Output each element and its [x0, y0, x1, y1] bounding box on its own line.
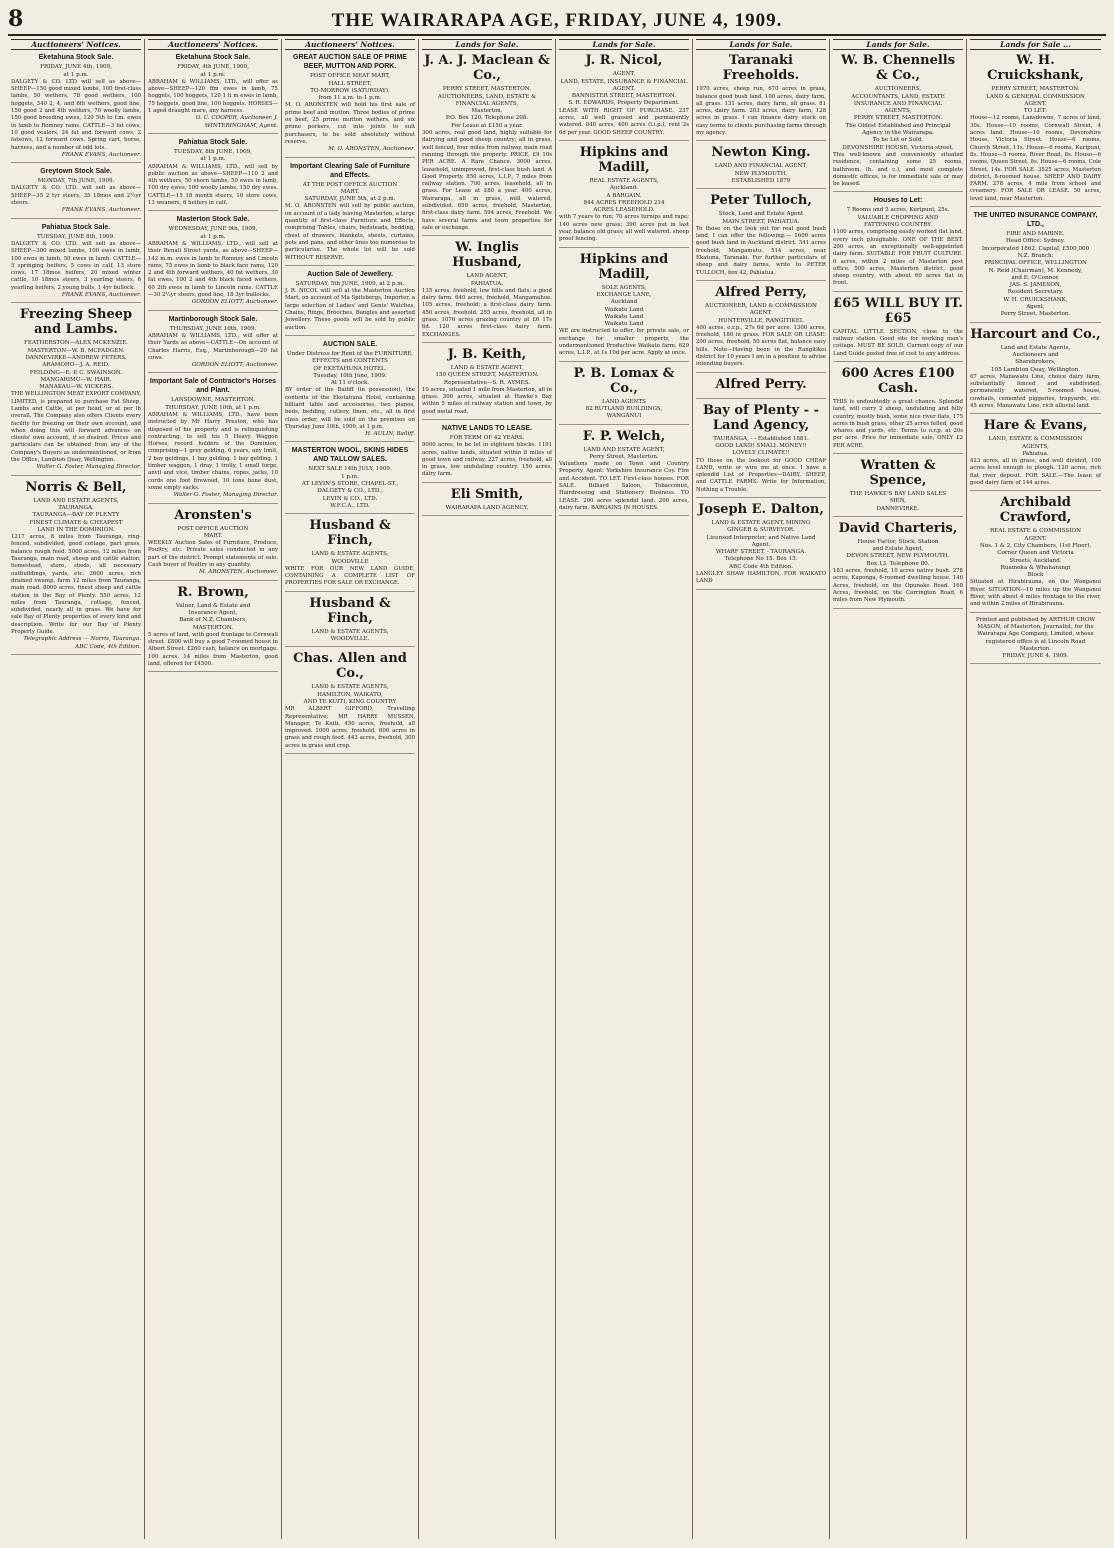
- ad-title: Taranaki Freeholds.: [722, 53, 800, 84]
- ad-title: Important Clearing Sale of Furniture and Effects.: [290, 162, 410, 179]
- ad-subheading: LAND, ESTATE & COMMISSION AGENTS, Pahiatua.: [988, 436, 1083, 457]
- ad-subheading: FRIDAY, 4th JUNE, 1909, at 1 p.m.: [177, 64, 249, 78]
- advertisement-block: [148, 508, 278, 581]
- ad-title: AUCTION SALE.: [322, 340, 378, 348]
- advertisement-block: [148, 138, 278, 211]
- ad-title: GREAT AUCTION SALE OF PRIME BEEF, MUTTON AND PORK.: [293, 54, 407, 71]
- ad-title: Pahiatua Stock Sale.: [41, 223, 111, 231]
- advertisement-block: [696, 53, 826, 141]
- advertisement-block: [833, 366, 963, 454]
- ad-title: Houses to Let:: [873, 197, 923, 205]
- column-7: [830, 39, 967, 1539]
- advertisement-block: [696, 285, 826, 373]
- ad-subheading: LAND & ESTATE AGENT, MINING GINGER & SURVEYOR. Licensed Interpreter, and Native Land Agent. WHARF STREET, - TAURANGA. Telephone No 15. Box 15. ABC Code 4th Edition.: [706, 519, 816, 570]
- ad-body: WEEKLY Auction Sales of Furniture, Produce, Poultry, etc. Private sales conducted in any part of the district. Prompt statements of sale. Cash buyer of Poultry in any quantity.: [148, 540, 278, 569]
- ad-body: ABRAHAM & WILLIAMS, LTD., have been instructed by Mr Harry Preston, who has disposed of his property and is relinquishing contracting, to sell his 5 Heavy Waggon Horses, record holders of the Dominion, comprising—1 grey gelding, 6 years, any limit, 2 bay geldings, 1 bay gelding, 1 bay gelding, 1 timber waggon, 1 dray, 1 trolly, 1 small forge, anvil and vice, timber chains, ropes, jacks, 10 cords one foot firewood, 10 tons bone dust, some empty sacks.: [148, 411, 278, 491]
- ad-body: THE WELLINGTON MEAT EXPORT COMPANY, LIMITED, is prepared to purchase Fat Sheep, Lambs and Cattle, at per head, or at per lb overall. The Company also offers Clients every facility for freezing on their own account, and when doing this will forward advances on clients' own account, if so desired. Prices and particulars can be obtained from any of the Company's Buyers as undermentioned, or from the Office, Lambton Quay, Wellington.: [11, 391, 142, 464]
- ad-subheading: LAND AGENT, PAHIATUA.: [466, 273, 508, 287]
- ad-subheading: LANSDOWNE, MASTERTON. THURSDAY, JUNE 10th, at 1 p.m.: [165, 397, 261, 411]
- ad-subheading: LAND AND FINANCIAL AGENT, NEW PLYMOUTH. ESTABLISHED 1879: [714, 163, 808, 184]
- ad-title: Eketahuna Stock Sale.: [175, 54, 251, 62]
- ad-body: 9000 acres, to be let in eighteen blocks. 1191 acres, native lands, situated within 8 miles of good town and railway. 227 acres, freehold, all in grass, low undulating country. 150 acres, dairy farm.: [422, 442, 552, 478]
- advertisement-block: [11, 307, 141, 475]
- ad-title: W. Inglis Husband,: [452, 240, 522, 271]
- advertisement-block: [559, 252, 689, 362]
- ad-signature: Walter G. Foster, Managing Director.: [173, 492, 278, 499]
- masthead: [8, 6, 1106, 36]
- page-number: 8: [8, 6, 24, 32]
- ad-title: Masterton Stock Sale.: [176, 216, 250, 224]
- ad-subheading: TUESDAY, 8th JUNE, 1909, at 1 p.m.: [174, 148, 252, 163]
- ad-subheading: THURSDAY, JUNE 10th, 1909.: [169, 325, 257, 332]
- ad-body: 183 acres, freehold, 10 acres native bush. 278 acres, Kaponga, 6-roomed dwelling house. 146 Acres, freehold, on the Opunake Road. 168 Acres, freehold, on the Carrington Road, 6 miles from New Plymouth.: [833, 568, 963, 604]
- ad-title: Martinborough Stock Sale.: [168, 315, 258, 323]
- ad-title: Freezing Sheep and Lambs.: [19, 307, 133, 338]
- ad-body: House—12 rooms, Lansdowne, 7 acres of land, 30s. House—10 rooms, Cornwall Street, 4 acres land. House—10 rooms, Devonshire House, Victoria Street. House—6 rooms, Church Street, 11s. House—6 rooms, Kuripuni, 8s. House—5 rooms, River Road, 8s. House—6 rooms, Queen Street, 8s. House—6 rooms, Cole Street, 14s. FOR SALE. 3525 acres, Masterton district, 8-roomed house. SHEEP AND DAIRY FARM. 278 acres, 4 mile from school and creamery. FOR SALE OR LEASE. 50 acres, level land, near Masterton.: [970, 115, 1101, 202]
- ad-subheading: PERRY STREET, MASTERTON. LAND & GENERAL COMMISSION AGENT. TO LET:: [986, 86, 1085, 115]
- ad-subheading: MONDAY, 7th JUNE, 1909.: [37, 178, 115, 185]
- column-6: [693, 39, 830, 1539]
- ad-subheading: POST OFFICE AUCTION MART.: [177, 525, 249, 539]
- ad-body: DALGETY & CO. LTD will sell as above—SHEEP—150 good mixed lambs, 100 first-class lambs, 50 wethers, 78 good wethers, 100 hoggets, 340 2, 4, and 6th wethers, good line, 150 good 2 and 4th wethers, 70 woolly lambs, 150 good breeding ewes, 120 5th to f.m. ewes in lamb to Romney rams. CATTLE—3 fat cows, 10 good vealers, 24 fat and forward cows, 2 fatsows, 12 forward cows. Spring cart, horse, harness, and a number of odd lots.: [11, 78, 141, 151]
- ad-subheading: LAND AND ESTATE AGENTS, TAURANGA. TAURANGA—BAY OF PLENTY FINEST CLIMATE & CHEAPEST LAND IN THE DOMINION.: [29, 497, 123, 533]
- ad-title: Chas. Allen and Co.,: [293, 651, 407, 682]
- ad-title: Harcourt and Co.,: [970, 326, 1101, 342]
- ad-subheading: LAND AGENTS 82 RUTLAND BUILDINGS, WANGANUI: [585, 398, 663, 420]
- ad-signature: H. AULIN, Bailiff.: [365, 431, 415, 438]
- ad-subheading: REAL ESTATE & COMMISSION AGENT. Nos. 1 & 2, City Chambers, (1st Floor). Corner Queen and Victoria Streets, Auckland. Ruameka & Whaharangi Block: [979, 528, 1092, 579]
- ad-subheading: LAND & ESTATE AGENTS, WOODVILLE.: [311, 628, 389, 643]
- ad-title: Eketahuna Stock Sale.: [38, 54, 114, 62]
- advertisement-block: [422, 53, 552, 236]
- ad-body: LANGLEY SHAW HAMILTON, FOR WAIKATO LAND: [696, 571, 826, 585]
- column-header: Auctioneers' Notices.: [148, 39, 278, 50]
- ad-body: J. R. NICOL will sell at the Masterton Auction Mart, on account of Ma Spitsbergs, Importer, a large selection of Ladies' and Gents' Watches, Chains, Rings, Brooches, Bangles and assorted Jewellery. These goods will be sold by public auction.: [285, 288, 415, 331]
- ad-signature: GORDON ELIOTT, Auctioneer.: [191, 299, 278, 306]
- advertisement-block: [285, 340, 415, 443]
- ad-subheading: House Factor, Stock, Station and Estate Agent, DEVON STREET, NEW PLYMOUTH. Box 13. Telephone 80.: [846, 538, 950, 567]
- ad-signature: Walter G. Foster, Managing Director.: [36, 464, 141, 471]
- advertisement-block: [970, 211, 1101, 323]
- ad-title: W. B. Chennells & Co.,: [840, 53, 956, 84]
- ad-signature: Telegraphic Address — Norris, Tauranga. ABC Code, 4th Edition.: [23, 636, 141, 650]
- advertisement-block: [422, 487, 552, 516]
- ad-title: P. B. Lomax & Co.,: [573, 365, 675, 396]
- column-header: Lands for Sale.: [833, 39, 963, 50]
- ad-subheading: FEATHERSTON—ALEX MCKENZIE. MASTERTON—W. B. MCFADGEN. DANNEVIRKE—ANDREW FETERS. ARAMOHO—J. A. REID. FEILDING—E. P. C. SWAINSON. MANGARIMU—W. HAIR. MANAKAU—W. VICKERS.: [24, 340, 128, 391]
- advertisement-block: [148, 215, 278, 310]
- ad-subheading: AT THE POST OFFICE AUCTION MART. SATURDAY, JUNE 5th, at 2 p.m.: [302, 181, 398, 203]
- advertisement-block: [148, 377, 278, 503]
- advertisement-block: [285, 162, 415, 266]
- ad-body: ABRAHAM & WILLIAMS, LTD., will sell at their Renall Street yards, as above—SHEEP—142 m.m. ewes in lamb to Romney and Lincoln rams, 75 ewes in lamb to black face rams, 120 2 and 4th forward wethers, 40 fat wethers, 30 fat ewes, 100 2 and 4th black faced wethers, 60 2th ewes in lamb to Lincoln rams. CATTLE—30 2½yr steers, good line, 18 3yr bullocks.: [148, 240, 278, 299]
- column-3: [282, 39, 419, 1539]
- ad-title: 600 Acres £100 Cash.: [841, 365, 955, 396]
- ad-subheading: SATURDAY, 5th JUNE, 1909, at 2 p.m.: [295, 280, 405, 287]
- ad-body: 1217 acres, 8 miles from Tauranga, ring-fenced, subdivided, good cottage, part grass, balance rough feed. 5000 acres, 12 miles from Tauranga, main road, sheep and cattle station, homestead, store, sheds, all necessary outbuildings, yards, etc. 3600 acres, rich drained swamp, farm 12 miles from Tauranga, main road. 8000 acres, finest sheep and cattle station in the Bay of Plenty. 550 acres, 12 miles from Tauranga, cottage, fenced, subdivided, nearly all in grass. We have for sale Bay of Plenty properties of every kind and description. Write for our Bay of Plenty Property Guide.: [11, 534, 141, 635]
- column-4: [419, 39, 556, 1539]
- ad-subheading: POST OFFICE MEAT MART, HALL STREET. TO-MORROW (SATURDAY). from 11 a.m. to 1 p.m.: [309, 73, 390, 102]
- ad-title: Bay of Plenty - - Land Agency,: [702, 402, 820, 433]
- column-header: Lands for Sale.: [696, 39, 826, 50]
- ad-title: £65 WILL BUY IT. £65: [833, 295, 963, 326]
- ad-subheading: SOLE AGENTS, EXCHANGE LANE, Auckland Waikato Land Waikato Land Waikato Land: [596, 284, 652, 328]
- column-8: [967, 39, 1104, 1539]
- ad-title: Joseph E. Dalton,: [698, 501, 824, 517]
- column-header: Lands for Sale ...: [970, 39, 1101, 50]
- ad-subheading: Valuer, Land & Estate and Insurance Agent, Bank of N.Z. Chambers, MASTERTON.: [175, 602, 251, 631]
- ad-subheading: Under Distress for Rent of the FURNITURE, EFFECTS and CONTENTS OF EKETAHUNA HOTEL. Tuesday, 10th June, 1909. At 11 o'clock.: [286, 350, 414, 387]
- ad-title: Peter Tulloch,: [710, 193, 812, 209]
- advertisement-block: [148, 315, 278, 374]
- advertisement-block: [833, 296, 963, 362]
- ad-title: W. H. Cruickshank,: [987, 53, 1084, 84]
- ad-body: 67 acres, Manawatu Line, choice dairy farm, substantially fenced and subdivided, permanently watered, 5-roomed house, cowbails, cemented piggeries, trapyards, etc. 45 acres, Manawatu Line, rich alluvial land.: [970, 373, 1101, 409]
- ad-subheading: FRIDAY, JUNE 4th, 1909, at 1 p.m.: [40, 64, 112, 78]
- ad-subheading: NEXT SALE 14th JULY, 1909. 1 p.m. AT LEVIN'S STORE, CHAPEL-ST., DALGETY & CO., LTD., LEVIN & CO., LTD. W.F.C.A., LTD.: [301, 466, 399, 509]
- ad-subheading: THE HAWKE'S BAY LAND SALES MEN, DANNEVIRKE.: [849, 490, 947, 512]
- advertisement-block: [559, 53, 689, 141]
- newspaper-title: THE WAIRARAPA AGE, FRIDAY, JUNE 4, 1909.: [331, 10, 783, 31]
- advertisement-block: [696, 403, 826, 498]
- ad-title: J. A. J. Maclean & Co.,: [424, 53, 550, 84]
- ad-title: J. R. Nicol,: [585, 53, 663, 69]
- ad-title: Archibald Crawford,: [999, 495, 1072, 526]
- ad-body: This well-known and conveniently situated residence, containing some 25 rooms, bathroom, (h. and c.), and most complete domestic offices, is for immediate sale or may be leased.: [833, 151, 963, 188]
- ad-body: To those on the look out for real good bush land, I can offer the following:— 1600 acres good bush land in Auckland district. 541 acres freehold, Mangamutu. 514 acres, near Ekatuna, Taranaki. For further particulars of sheep and dairy farms, write to PETER TULLOCH, box 42, Pahiatua.: [696, 225, 826, 276]
- ad-title: Alfred Perry.: [715, 376, 807, 392]
- column-5: [556, 39, 693, 1539]
- advertisement-block: [285, 518, 415, 591]
- ad-subheading: 7 Rooms and 5 acres, Kuripuni, 25s. VALUABLE CROPPING AND FATTENING COUNTRY.: [846, 207, 950, 229]
- ad-body: 300 acres, real good land, highly suitable for dairying and good sheep country; all in grass, well fenced, four miles from railway, main road running through the property. PRICE, £9 10s PER ACRE. A Rare Chance. 3000 acres, leasehold, unimproved, first-class bush land. A Good Property. 850 acres, L.I.P., 7 miles from railway station. 700 acres, leasehold, all in grass. For Lease at £80 a year. 400 acres, Wairarapa, all in grass, well watered, subdivided. 650 acres, freehold, Masterton, first-class dairy farm. 594 acres, Freehold. We have several farms and town properties for sale or exchange.: [422, 130, 552, 231]
- ad-body: 10 acres, situated 1 mile from Masterton, all in grass. 300 acres, situated at Hawke's Bay within 5 miles of railway station and town, by good metal road.: [422, 386, 552, 415]
- ad-body: 1970 acres, sheep run, 670 acres in grass, balance good bush land. 100 acres, dairy farm, all grass. 131 acres, dairy farm, all grass. 81 acres, dairy farm. 203 acres, dairy farm, 128 acres in grass. I can finance dairy stock on easy terms to clients purchasing farms through my agency.: [696, 86, 826, 137]
- advertisement-block: [696, 145, 826, 189]
- ad-body: CAPITAL LITTLE SECTION, close to the railway station. Good site for working man's cottage. MUST BE SOLD. Current copy of our Land Guide posted free of cost to any address.: [833, 328, 963, 357]
- advertisement-block: [970, 327, 1101, 415]
- ad-subheading: AUCTIONEER, LAND & COMMISSION AGENT. HUNTERVILLE, RANGITIKEI.: [705, 302, 817, 324]
- ad-body: 423 acres, all in grass, and well divided, 100 acres level enough to plough. 120 acres, rich flat river deposit. FOR SALE.—The lease of good dairy farm of 144 acres.: [970, 458, 1101, 487]
- ad-title: Wratten & Spence,: [860, 457, 936, 488]
- ad-subheading: FIRE AND MARINE. Head Office: Sydney. Incorporated 1862. Capital, £500,000 N.Z. Branch: PRINCIPAL OFFICE, WELLINGTON N. Reid (Chairman), M. Kennedy, and E. O'Connor. JAS. S. JAMESON, Resident Secretary. W. H. CRUICKSHANK, Agent, Perry Street, Masterton.: [981, 231, 1090, 318]
- ad-subheading: LAND AND ESTATE AGENT, Perry Street, Masterton.: [583, 446, 665, 460]
- ad-body: ABRAHAM & WILLIAMS, LTD., will offer as above—SHEEP—120 ffm ewes in lamb, 75 hoggets, 100 hoggets, 120 1 ti m ewes in lamb, 75 hoggets, good line, 100 hoggets. HORSES—1 aged draught mare, any harness.: [148, 78, 278, 115]
- ad-body: M. O. ARONSTEN will sell by public auction, on account of a lady leaving Masterton, a large quantity of first-class Furniture and Effects, comprising Tables, chairs, bedsteads, bedding, chest of drawers, blankets, sheets, curtains, pots and pans, and other lines too numerous to particularise. The whole lot will be sold WITHOUT RESERVE.: [285, 203, 415, 261]
- ad-body: with 7 years to run; 70 acres turnips and rape; 140 acres new grass; 390 acres put in last year, balance old grass; all well watered, sheep proof fencing.: [559, 214, 689, 243]
- ad-title: Pahiatua Stock Sale.: [178, 138, 248, 146]
- ad-signature: O. C. COOPER, Auctioneer. J. WINTERINGHAM, Agent.: [195, 115, 278, 129]
- advertisement-block: [11, 480, 141, 655]
- ad-body: 400 acres, o.r.p., 27s 6d per acre. 1300 acres, freehold, 180 in grass. FOR SALE OR LEASE: 200 acres, freehold, 50 acres flat, balance easy hills. Note—Having been in the Rangitikei district for 10 years I am in a position to advise intending buyers.: [696, 324, 826, 368]
- ad-body: THIS is undoubtedly a great chance. Splendid land, will carry 2 sheep, undulating and hilly country, mostly bush, some nice river flats, 175 acres in bush grass, other 25 acres felled, good whares and yards, etc. Terms to o.r.p. at 20s per acre. Price for immediate sale, ONLY £2 PER ACRE.: [833, 398, 963, 449]
- ad-title: THE UNITED INSURANCE COMPANY, LTD.,: [973, 212, 1098, 229]
- advertisement-block: [970, 418, 1101, 491]
- ad-signature: FRANK EVANS, Auctioneer.: [61, 151, 141, 158]
- advertisement-block: [285, 596, 415, 648]
- column-1: [8, 39, 145, 1539]
- advertisement-block: [559, 145, 689, 248]
- ad-body: MR ALBERT GIFFORD, Travelling Representative; MR HARRY MUSSEN, Manager, Te Kuiti. 450 acres, freehold, all improved. 1000 acres, freehold, 800 acres in grass and rough feed. 443 acres, freehold, 300 acres in grass and crop.: [285, 706, 415, 749]
- ad-subheading: TUESDAY, JUNE 8th, 1909.: [37, 233, 115, 240]
- ad-title: Hare & Evans,: [983, 418, 1088, 434]
- ad-subheading: WAIRARAPA LAND AGENCY,: [445, 504, 529, 511]
- ad-subheading: REAL ESTATE AGENTS, Auckland. A BARGAIN. 844 ACRES FREEHOLD 214 ACRES LEASEHOLD.: [583, 177, 665, 214]
- advertisement-block: [696, 377, 826, 399]
- advertisement-block: [285, 446, 415, 514]
- column-header: Auctioneers' Notices.: [285, 39, 415, 50]
- ad-body: ABRAHAM & WILLIAMS, LTD., will sell by public auction as above—SHEEP—110 2 and 4th wethers, 50 shorn lambs, 50 ewes in lamb, 100 dry ewes, 100 woolly lambs, 150 dry ewes. CATTLE—15 18 month steers, 10 store cows, 13 weaners, 6 heifers in calf.: [148, 163, 278, 207]
- ad-subheading: FOR TERM OF 42 YEARS.: [449, 434, 525, 441]
- advertisement-block: [148, 585, 278, 673]
- advertisement-block: [422, 347, 552, 420]
- ad-title: Newton King.: [711, 145, 811, 161]
- ad-body: 5 acres of land, with good frontage to Cornwall street. £800 will buy a good 7-roomed house in Albert Street. £260 cash, balance on mortgage. 100 acres, 14 miles from Masterton, good land, offered for £4500.: [148, 631, 279, 667]
- advertisement-block: [833, 521, 963, 609]
- ad-body: WRITE FOR OUR NEW LAND GUIDE, CONTAINING A COMPLETE LIST OF PROPERTIES FOR SALE OR EXCHANGE.: [285, 565, 415, 587]
- ad-body: LEASE WITH RIGHT OF PURCHASE. 237 acres, all well grassed and permanently watered. 840 acres, 400 acres (l.i.p.), rent 2s 6d per year. GOOD SHEEP COUNTRY.: [559, 107, 689, 136]
- advertisement-block: [833, 53, 963, 192]
- ad-body: Situated at Hirabirauna, on the Wanganui River. SITUATION—10 miles up the Wanganui River, with about 4 miles frontage to the river, and within 2 miles of Hirabirauna.: [970, 579, 1101, 608]
- ad-subheading: LAND & ESTATE AGENTS, WOODVILLE: [311, 551, 389, 565]
- ad-subheading: Land and Estate Agents, Auctioneers and Sharebrokers, 105 Lambton Quay, Wellington.: [990, 344, 1081, 373]
- advertisement-block: [285, 270, 415, 336]
- advertisement-block: [148, 53, 278, 134]
- advertisement-block: [422, 240, 552, 343]
- ad-subheading: LAND & ESTATE AGENT, 150 QUEEN STREET, MASTERTON. Representative—S. R. AYMES.: [435, 364, 539, 386]
- ad-subheading: PERRY STREET, MASTERTON. AUCTIONEERS, LAND, ESTATE & FINANCIAL AGENTS, Masterton. P.O. Box 120. Telephone 208. For Lease at £150 a year.: [437, 86, 537, 129]
- advertisement-block: [970, 617, 1101, 665]
- column-header: Lands for Sale.: [422, 39, 552, 50]
- ad-subheading: WEDNESDAY, JUNE 9th, 1909, at 1 p.m.: [168, 226, 258, 240]
- advertisement-block: [422, 424, 552, 483]
- advertisement-block: [970, 495, 1101, 612]
- ad-subheading: LAND & ESTATE AGENTS, HAMILTON, WAIKATO, AND TE KUITI, KING COUNTRY: [303, 684, 397, 705]
- ad-title: F. P. Welch,: [582, 428, 666, 444]
- ad-signature: M. ARONSTEN, Auctioneer.: [199, 569, 278, 576]
- ad-body: DALGETY & CO. LTD. will sell as above—SHEEP—300 mixed lambs, 100 ewes in lamb, 100 ewes in lamb, 50 ewes in lamb. CATTLE—5 springing heifers, 5 cows in calf, 13 store cows, 17 18mos heifers, 20 mixed winter cattle, 10 18mos steers, 3 yearling steers, 6 yearling heifers, 2 young bulls, 1 4yr bullock.: [11, 240, 141, 291]
- ad-title: Hipkins and Madill,: [579, 144, 669, 175]
- column-header: Lands for Sale.: [559, 39, 689, 50]
- ad-body: Valuations made on Town and Country Property. Agent: Yorkshire Insurance Coy. Fire and Accident. TO LET. First-class houses. FOR SALE. Billiard Saloon, Tobacconist, Hairdressing and Stationery Business. TO LEASE. 200 acres splendid land. 200 acres, dairy farm. BARGAINS IN HOUSES.: [559, 461, 689, 511]
- ad-title: Husband & Finch,: [309, 518, 391, 549]
- ad-title: Norris & Bell,: [25, 479, 127, 495]
- advertisement-block: [559, 366, 689, 425]
- ad-title: Greytown Stock Sale.: [40, 168, 112, 176]
- ad-title: Alfred Perry,: [715, 284, 807, 300]
- ad-subheading: TAURANGA, - - Established 1881. GOOD LAND! SMALL MONEY!! LOVELY CLIMATE!!: [713, 435, 809, 457]
- advertisement-block: [559, 429, 689, 517]
- advertisement-block: [696, 193, 826, 281]
- ad-body: ABRAHAM & WILLIAMS, LTD., will offer at their Yards as above—CATTLE—On account of Charles Harris, Esq., Martinborough—20 fat cows.: [148, 332, 278, 361]
- ad-body: DALGETY & CO. LTD. will sell as above—SHEEP—35 2 tyr steers, 35 18mos and 2½yr steers.: [11, 185, 141, 207]
- ad-title: NATIVE LANDS TO LEASE.: [442, 424, 532, 432]
- column-2: [145, 39, 282, 1539]
- ad-title: Auction Sale of Jewellery.: [307, 270, 393, 278]
- ad-title: J. B. Keith,: [447, 346, 527, 362]
- advertisement-block: [833, 196, 963, 291]
- column-header: Auctioneers' Notices.: [11, 39, 141, 50]
- ad-subheading: AUCTIONEERS, ACCOUNTANTS, LAND, ESTATE INSURANCE AND FINANCIAL AGENTS, PERRY STREET, MASTERTON. The Oldest Established and Principal Agency in the Wairarapa. To be Let or Sold. DEVONSHIRE HOUSE, Victoria-street.: [842, 86, 954, 151]
- ad-signature: FRANK EVANS, Auctioneer.: [61, 207, 141, 214]
- ad-body: 1100 acres, comprising easily worked flat land, every inch ploughable. ONE OF THE BEST. 200 acres, an exceptionally well-appointed dairy farm. SUITABLE FOR FRUIT CULTURE. 6 acres, within 2 miles of Masterton post office. 500 acres, Masterton district, good sheep country, with about 60 acres flat in front.: [833, 229, 963, 287]
- ad-title: MASTERTON WOOL, SKINS HIDES AND TALLOW SALES.: [291, 447, 409, 464]
- ad-title: Aronsten's: [174, 507, 252, 523]
- ad-body: BY order of the Bailiff (in possession), the contents of the Eketahuna Hotel, containing billiard table and accessories, two pianos, beds, bedding, cutlery, linen, etc., all in first class order, will be sold on the premises on Thursday June 10th, 1909, at 1 p.m.: [285, 387, 415, 430]
- ad-signature: GORDON ELIOTT, Auctioneer.: [191, 362, 278, 369]
- ad-title: Eli Smith,: [450, 486, 524, 502]
- ad-title: David Charteris,: [838, 520, 958, 536]
- columns: [8, 39, 1106, 1539]
- ad-title: Hipkins and Madill,: [579, 251, 669, 282]
- ad-subheading: Stock, Land and Estate Agent MAIN STREET, PAHIATUA.: [718, 211, 804, 225]
- ad-body: M. O. ARONSTEN will hold his first sale of prime beef and mutton. Three bodies of prime ox beef, 25 prime mutton wethers, and six prime porkers, cut into joints to suit purchasers, to be sold absolutely without reserve.: [285, 102, 415, 145]
- ad-title: Husband & Finch,: [309, 595, 391, 626]
- ad-body: TO those on the lookout for GOOD CHEAP LAND, write or wire me at once. I have a splendid List of Properties—DAIRY, SHEEP, and CATTLE FARMS. Write for Information, Nothing a Trouble.: [696, 457, 826, 493]
- advertisement-block: [11, 53, 141, 163]
- ad-title: R. Brown,: [177, 584, 249, 600]
- advertisement-block: [11, 223, 141, 304]
- ad-body: 135 acres, freehold, low hills and flats; a good dairy farm. 640 acres, freehold, Mangamahoe. 105 acres, freehold; a first-class dairy farm. 450 acres, freehold. 255 acres, freehold, all in grass. 1076 acres grazing country at £6 17s 6d. 120 acres first-class dairy farm. EXCHANGES.: [422, 287, 552, 338]
- ad-body: WE are instructed to offer, for private sale, or exchange for smaller property, the undermentioned Productive Waikato farm. 629 acres, L.I.P., at 1s 10d per acre. Apply at once.: [559, 328, 689, 357]
- advertisement-block: [11, 167, 141, 218]
- advertisement-block: [970, 53, 1101, 207]
- advertisement-block: [285, 651, 415, 754]
- ad-signature: M. O. ARONSTEN, Auctioneer.: [328, 146, 415, 153]
- ad-subheading: Printed and published by ARTHUR CROW MASON, of Masterton, Journalist, for the Wairarapa Age Company, Limited, whose registered office is at Lincoln Road Masterton. FRIDAY, JUNE 4, 1909.: [975, 616, 1096, 660]
- advertisement-block: [285, 53, 415, 157]
- ad-title: Important Sale of Contractor's Horses and Plant.: [149, 378, 277, 395]
- ad-subheading: AGENT, LAND, ESTATE, INSURANCE & FINANCIAL AGENT. BANNISTER STREET, MASTERTON. S. R. EDWARDS, Property Department.: [560, 71, 688, 107]
- advertisement-block: [696, 502, 826, 590]
- advertisement-block: [833, 458, 963, 517]
- ad-signature: FRANK EVANS, Auctioneer.: [61, 292, 141, 299]
